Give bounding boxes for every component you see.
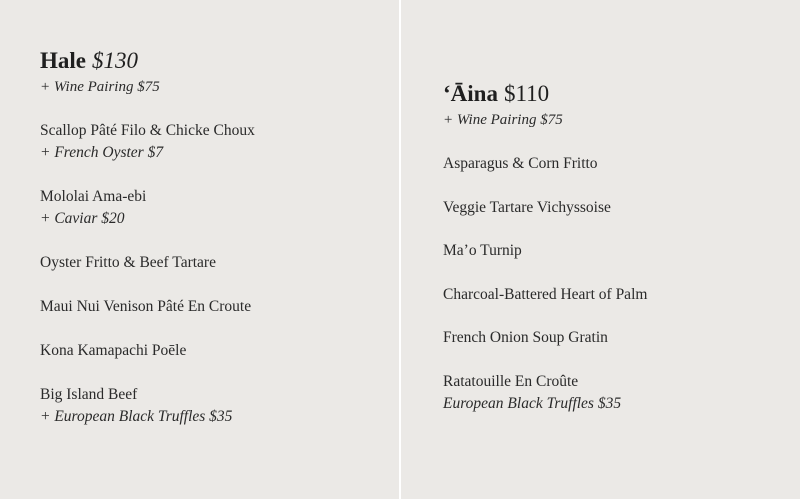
course-addon: + French Oyster $7 bbox=[40, 144, 164, 161]
menu-hale-content bbox=[40, 46, 255, 450]
course-item bbox=[443, 153, 647, 175]
course-name: Ratatouille En Croûte bbox=[443, 372, 579, 390]
course-item bbox=[40, 252, 255, 274]
course-name: Maui Nui Venison Pâté En Croute bbox=[40, 298, 252, 315]
wine-pairing-note: + Wine Pairing $75 bbox=[40, 79, 160, 95]
course-addon: + European Black Truffles $35 bbox=[40, 408, 233, 425]
menu-aina-content bbox=[443, 79, 647, 436]
course-item bbox=[443, 371, 647, 415]
course-addon: European Black Truffles $35 bbox=[443, 394, 622, 412]
course-name: Scallop Pâté Filo & Chicke Choux bbox=[40, 122, 255, 139]
course-name: Ma’o Turnip bbox=[443, 242, 522, 259]
menu-title: ʻĀina bbox=[443, 81, 498, 106]
course-item bbox=[443, 284, 647, 306]
course-item bbox=[443, 327, 647, 349]
course-item bbox=[40, 120, 255, 164]
course-item bbox=[443, 197, 647, 219]
menu-aina-column bbox=[401, 0, 800, 499]
course-name: Charcoal-Battered Heart of Palm bbox=[443, 285, 648, 303]
menu-price: $110 bbox=[503, 81, 550, 106]
menu-price: $130 bbox=[92, 48, 138, 73]
menu-aina-heading bbox=[443, 79, 647, 109]
menu-title: Hale bbox=[40, 48, 86, 73]
course-addon: + Caviar $20 bbox=[40, 210, 125, 227]
course-name: Veggie Tartare Vichyssoise bbox=[443, 198, 611, 216]
course-item bbox=[40, 296, 255, 318]
menu-hale-heading bbox=[40, 46, 255, 76]
menu-hale-column bbox=[0, 0, 399, 499]
course-name: Mololai Ama-ebi bbox=[40, 188, 147, 205]
course-item bbox=[40, 186, 255, 230]
course-item bbox=[443, 240, 647, 262]
course-item bbox=[40, 340, 255, 362]
course-name: Big Island Beef bbox=[40, 386, 138, 403]
course-name: Asparagus & Corn Fritto bbox=[443, 155, 598, 172]
course-name: Oyster Fritto & Beef Tartare bbox=[40, 254, 216, 271]
course-item bbox=[40, 384, 255, 428]
course-name: French Onion Soup Gratin bbox=[443, 329, 608, 346]
wine-pairing-note: + Wine Pairing $75 bbox=[443, 112, 563, 128]
course-name: Kona Kamapachi Poēle bbox=[40, 342, 187, 359]
